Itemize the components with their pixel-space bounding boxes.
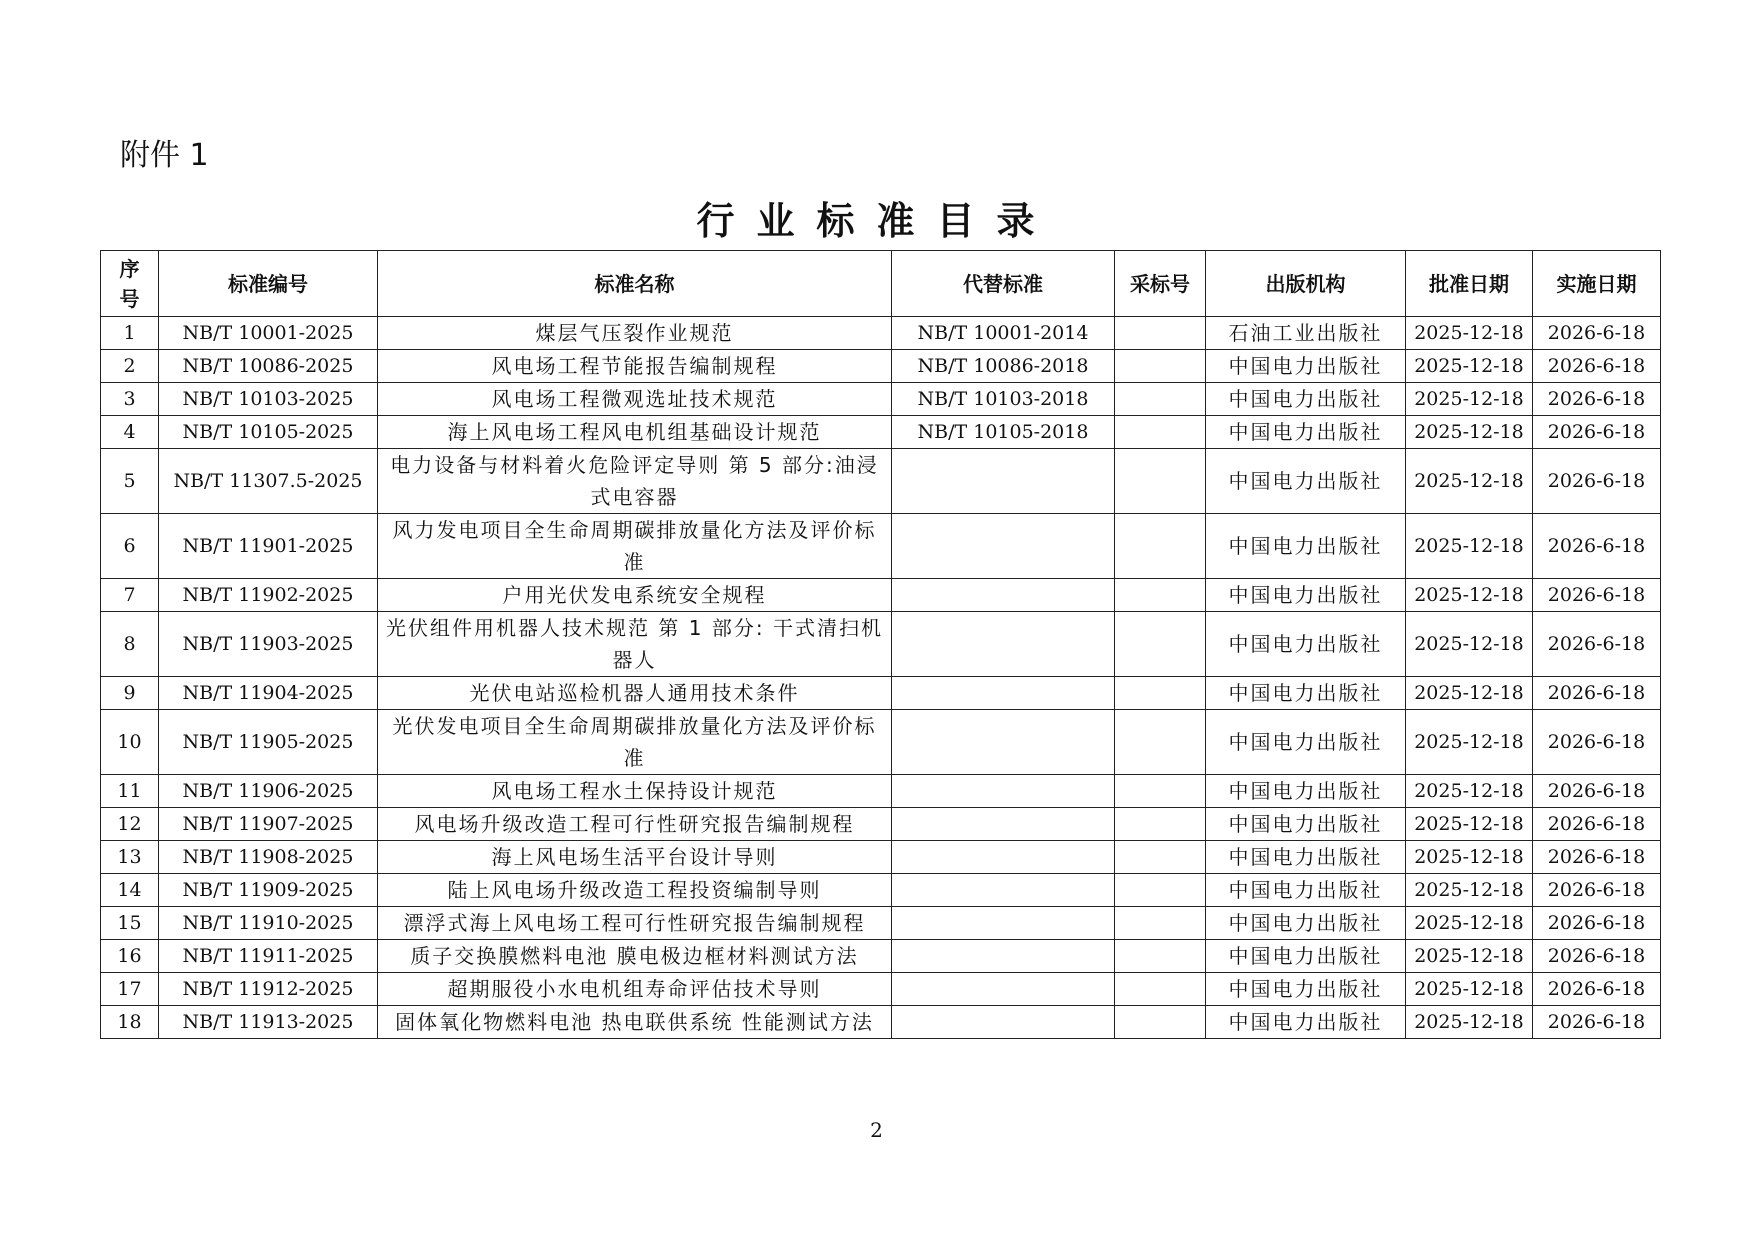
cell-code: NB/T 10001-2025	[159, 317, 378, 350]
cell-name: 固体氧化物燃料电池 热电联供系统 性能测试方法	[378, 1006, 892, 1039]
cell-code: NB/T 11910-2025	[159, 907, 378, 940]
cell-code: NB/T 11908-2025	[159, 841, 378, 874]
cell-name: 风电场工程微观选址技术规范	[378, 383, 892, 416]
table-row	[101, 612, 1661, 677]
cell-approved: 2025-12-18	[1406, 841, 1533, 874]
cell-name: 电力设备与材料着火危险评定导则 第 5 部分:油浸式电容器	[378, 449, 892, 514]
cell-effective: 2026-6-18	[1533, 973, 1661, 1006]
cell-replaces	[892, 514, 1115, 579]
cell-approved: 2025-12-18	[1406, 612, 1533, 677]
cell-name: 漂浮式海上风电场工程可行性研究报告编制规程	[378, 907, 892, 940]
table-row	[101, 874, 1661, 907]
table-row	[101, 710, 1661, 775]
page-title: 行业标准目录	[696, 199, 1057, 243]
cell-seq: 16	[101, 940, 159, 973]
cell-replaces	[892, 677, 1115, 710]
cell-seq: 6	[101, 514, 159, 579]
cell-adopted	[1115, 317, 1206, 350]
cell-replaces	[892, 973, 1115, 1006]
table-row	[101, 775, 1661, 808]
cell-replaces	[892, 808, 1115, 841]
cell-replaces: NB/T 10105-2018	[892, 416, 1115, 449]
cell-approved: 2025-12-18	[1406, 677, 1533, 710]
cell-replaces: NB/T 10086-2018	[892, 350, 1115, 383]
cell-effective: 2026-6-18	[1533, 612, 1661, 677]
table-row	[101, 808, 1661, 841]
table-row	[101, 449, 1661, 514]
cell-publisher: 中国电力出版社	[1206, 973, 1406, 1006]
cell-approved: 2025-12-18	[1406, 514, 1533, 579]
header-replaces: 代替标准	[892, 251, 1115, 317]
cell-publisher: 中国电力出版社	[1206, 775, 1406, 808]
cell-code: NB/T 11909-2025	[159, 874, 378, 907]
cell-effective: 2026-6-18	[1533, 514, 1661, 579]
cell-publisher: 中国电力出版社	[1206, 677, 1406, 710]
cell-effective: 2026-6-18	[1533, 579, 1661, 612]
cell-publisher: 中国电力出版社	[1206, 579, 1406, 612]
cell-replaces: NB/T 10001-2014	[892, 317, 1115, 350]
cell-seq: 1	[101, 317, 159, 350]
cell-adopted	[1115, 874, 1206, 907]
cell-seq: 12	[101, 808, 159, 841]
cell-publisher: 中国电力出版社	[1206, 874, 1406, 907]
attachment-label: 附件 1	[120, 138, 209, 173]
cell-approved: 2025-12-18	[1406, 1006, 1533, 1039]
cell-name: 户用光伏发电系统安全规程	[378, 579, 892, 612]
cell-effective: 2026-6-18	[1533, 808, 1661, 841]
cell-seq: 2	[101, 350, 159, 383]
table-row	[101, 350, 1661, 383]
cell-effective: 2026-6-18	[1533, 1006, 1661, 1039]
cell-adopted	[1115, 973, 1206, 1006]
cell-name: 质子交换膜燃料电池 膜电极边框材料测试方法	[378, 940, 892, 973]
cell-publisher: 中国电力出版社	[1206, 710, 1406, 775]
cell-code: NB/T 11907-2025	[159, 808, 378, 841]
cell-publisher: 中国电力出版社	[1206, 383, 1406, 416]
cell-seq: 9	[101, 677, 159, 710]
cell-seq: 13	[101, 841, 159, 874]
cell-effective: 2026-6-18	[1533, 449, 1661, 514]
cell-code: NB/T 11912-2025	[159, 973, 378, 1006]
cell-code: NB/T 11911-2025	[159, 940, 378, 973]
header-code: 标准编号	[159, 251, 378, 317]
table-row	[101, 841, 1661, 874]
cell-replaces	[892, 841, 1115, 874]
cell-replaces	[892, 874, 1115, 907]
cell-seq: 4	[101, 416, 159, 449]
header-publisher: 出版机构	[1206, 251, 1406, 317]
cell-replaces	[892, 449, 1115, 514]
cell-adopted	[1115, 383, 1206, 416]
cell-publisher: 中国电力出版社	[1206, 808, 1406, 841]
cell-replaces	[892, 612, 1115, 677]
cell-approved: 2025-12-18	[1406, 579, 1533, 612]
header-adopted: 采标号	[1115, 251, 1206, 317]
cell-name: 光伏电站巡检机器人通用技术条件	[378, 677, 892, 710]
page-number: 2	[870, 1118, 883, 1142]
cell-code: NB/T 10086-2025	[159, 350, 378, 383]
cell-effective: 2026-6-18	[1533, 317, 1661, 350]
cell-publisher: 中国电力出版社	[1206, 841, 1406, 874]
cell-code: NB/T 11913-2025	[159, 1006, 378, 1039]
cell-name: 海上风电场生活平台设计导则	[378, 841, 892, 874]
table-row	[101, 973, 1661, 1006]
table-row	[101, 940, 1661, 973]
cell-seq: 10	[101, 710, 159, 775]
header-effective: 实施日期	[1533, 251, 1661, 317]
cell-publisher: 中国电力出版社	[1206, 514, 1406, 579]
cell-adopted	[1115, 907, 1206, 940]
cell-code: NB/T 10103-2025	[159, 383, 378, 416]
cell-seq: 8	[101, 612, 159, 677]
header-approved: 批准日期	[1406, 251, 1533, 317]
table-row	[101, 1006, 1661, 1039]
cell-approved: 2025-12-18	[1406, 907, 1533, 940]
cell-publisher: 中国电力出版社	[1206, 907, 1406, 940]
cell-effective: 2026-6-18	[1533, 841, 1661, 874]
cell-effective: 2026-6-18	[1533, 940, 1661, 973]
cell-adopted	[1115, 775, 1206, 808]
cell-adopted	[1115, 677, 1206, 710]
cell-replaces	[892, 710, 1115, 775]
header-row	[101, 251, 1661, 317]
cell-approved: 2025-12-18	[1406, 449, 1533, 514]
cell-publisher: 中国电力出版社	[1206, 940, 1406, 973]
cell-effective: 2026-6-18	[1533, 710, 1661, 775]
cell-effective: 2026-6-18	[1533, 677, 1661, 710]
table-row	[101, 383, 1661, 416]
cell-seq: 14	[101, 874, 159, 907]
cell-adopted	[1115, 350, 1206, 383]
table-row	[101, 317, 1661, 350]
standards-table	[100, 250, 1661, 1039]
cell-seq: 15	[101, 907, 159, 940]
cell-approved: 2025-12-18	[1406, 710, 1533, 775]
cell-seq: 5	[101, 449, 159, 514]
table-body	[101, 317, 1661, 1039]
cell-publisher: 中国电力出版社	[1206, 612, 1406, 677]
cell-code: NB/T 11906-2025	[159, 775, 378, 808]
cell-approved: 2025-12-18	[1406, 416, 1533, 449]
cell-code: NB/T 11307.5-2025	[159, 449, 378, 514]
cell-replaces	[892, 907, 1115, 940]
cell-effective: 2026-6-18	[1533, 874, 1661, 907]
cell-code: NB/T 11905-2025	[159, 710, 378, 775]
cell-publisher: 石油工业出版社	[1206, 317, 1406, 350]
cell-name: 光伏组件用机器人技术规范 第 1 部分: 干式清扫机器人	[378, 612, 892, 677]
cell-name: 风电场升级改造工程可行性研究报告编制规程	[378, 808, 892, 841]
header-name: 标准名称	[378, 251, 892, 317]
cell-code: NB/T 11901-2025	[159, 514, 378, 579]
cell-publisher: 中国电力出版社	[1206, 350, 1406, 383]
cell-name: 煤层气压裂作业规范	[378, 317, 892, 350]
cell-approved: 2025-12-18	[1406, 775, 1533, 808]
table-row	[101, 907, 1661, 940]
table-row	[101, 677, 1661, 710]
cell-replaces	[892, 775, 1115, 808]
cell-effective: 2026-6-18	[1533, 775, 1661, 808]
cell-name: 陆上风电场升级改造工程投资编制导则	[378, 874, 892, 907]
cell-name: 风力发电项目全生命周期碳排放量化方法及评价标准	[378, 514, 892, 579]
cell-adopted	[1115, 841, 1206, 874]
cell-approved: 2025-12-18	[1406, 808, 1533, 841]
cell-approved: 2025-12-18	[1406, 317, 1533, 350]
cell-name: 海上风电场工程风电机组基础设计规范	[378, 416, 892, 449]
cell-effective: 2026-6-18	[1533, 416, 1661, 449]
cell-code: NB/T 11902-2025	[159, 579, 378, 612]
table-row	[101, 416, 1661, 449]
cell-approved: 2025-12-18	[1406, 973, 1533, 1006]
cell-code: NB/T 11903-2025	[159, 612, 378, 677]
cell-code: NB/T 10105-2025	[159, 416, 378, 449]
cell-replaces	[892, 579, 1115, 612]
cell-code: NB/T 11904-2025	[159, 677, 378, 710]
header-seq: 序号	[101, 251, 159, 317]
cell-name: 风电场工程水土保持设计规范	[378, 775, 892, 808]
cell-approved: 2025-12-18	[1406, 874, 1533, 907]
cell-effective: 2026-6-18	[1533, 350, 1661, 383]
cell-seq: 18	[101, 1006, 159, 1039]
cell-name: 风电场工程节能报告编制规程	[378, 350, 892, 383]
cell-adopted	[1115, 514, 1206, 579]
cell-adopted	[1115, 710, 1206, 775]
cell-replaces: NB/T 10103-2018	[892, 383, 1115, 416]
cell-adopted	[1115, 612, 1206, 677]
cell-name: 超期服役小水电机组寿命评估技术导则	[378, 973, 892, 1006]
cell-approved: 2025-12-18	[1406, 383, 1533, 416]
cell-publisher: 中国电力出版社	[1206, 449, 1406, 514]
cell-adopted	[1115, 416, 1206, 449]
cell-name: 光伏发电项目全生命周期碳排放量化方法及评价标准	[378, 710, 892, 775]
cell-seq: 3	[101, 383, 159, 416]
cell-seq: 11	[101, 775, 159, 808]
table-row	[101, 579, 1661, 612]
cell-adopted	[1115, 1006, 1206, 1039]
cell-adopted	[1115, 808, 1206, 841]
cell-adopted	[1115, 449, 1206, 514]
cell-replaces	[892, 940, 1115, 973]
cell-effective: 2026-6-18	[1533, 907, 1661, 940]
cell-approved: 2025-12-18	[1406, 940, 1533, 973]
cell-seq: 7	[101, 579, 159, 612]
cell-seq: 17	[101, 973, 159, 1006]
cell-replaces	[892, 1006, 1115, 1039]
cell-adopted	[1115, 579, 1206, 612]
cell-publisher: 中国电力出版社	[1206, 1006, 1406, 1039]
table-row	[101, 514, 1661, 579]
cell-publisher: 中国电力出版社	[1206, 416, 1406, 449]
cell-adopted	[1115, 940, 1206, 973]
cell-approved: 2025-12-18	[1406, 350, 1533, 383]
cell-effective: 2026-6-18	[1533, 383, 1661, 416]
